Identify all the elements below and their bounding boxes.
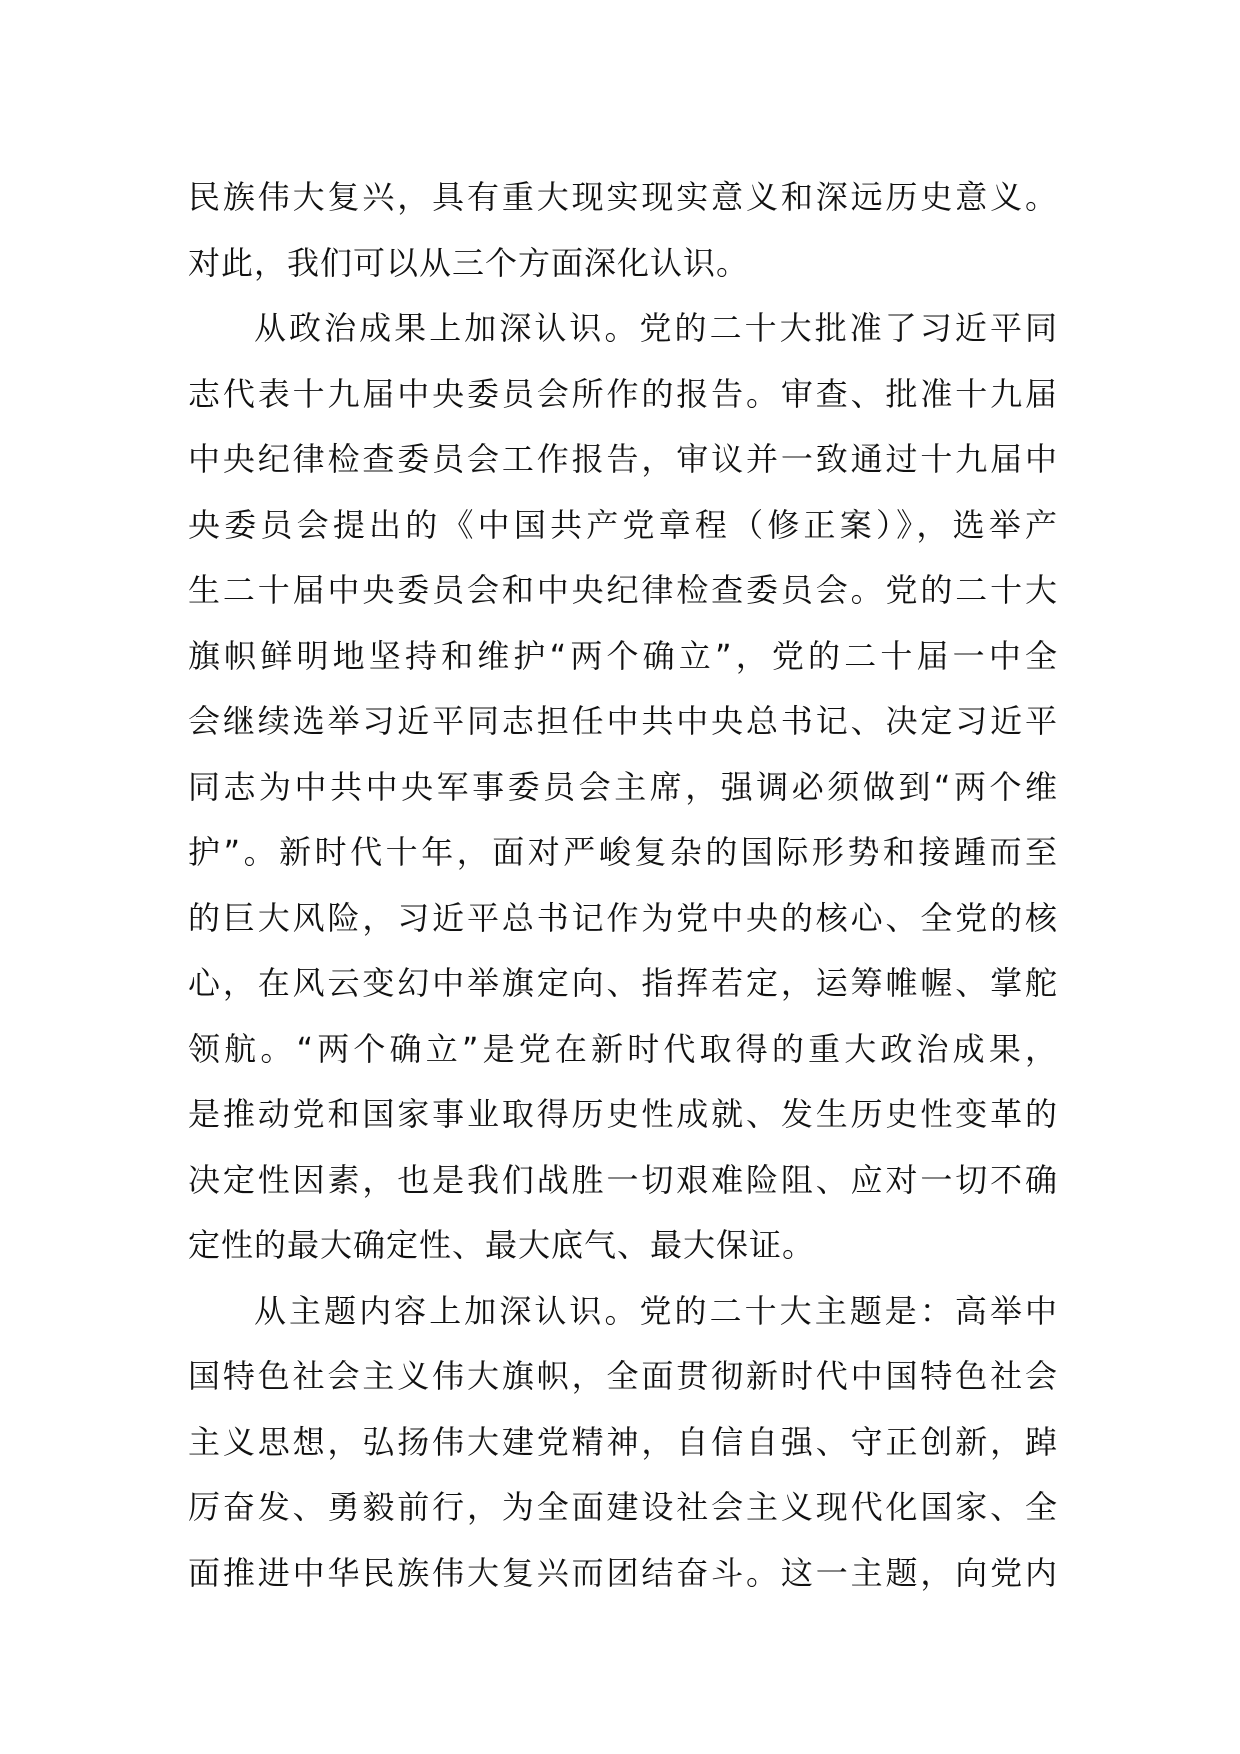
text-line: 会继续选举习近平同志担任中共中央总书记、决定习近平: [188, 702, 1058, 740]
text-line: 中央纪律检查委员会工作报告，审议并一致通过十九届中: [188, 440, 1058, 478]
paragraph-continuation: [188, 165, 1058, 296]
paragraph-political-achievements: [188, 296, 1058, 1279]
text-line: 从主题内容上加深认识。党的二十大主题是：高举中: [254, 1291, 1058, 1330]
text-line: 对此，我们可以从三个方面深化认识。: [188, 243, 750, 282]
text-line: 从政治成果上加深认识。党的二十大批准了习近平同: [254, 309, 1058, 347]
text-line: 志代表十九届中央委员会所作的报告。审查、批准十九届: [188, 374, 1058, 413]
paragraph-theme-content: [188, 1279, 1058, 1607]
text-line: 是推动党和国家事业取得历史性成就、发生历史性变革的: [188, 1095, 1058, 1133]
text-line: 民族伟大复兴，具有重大现实现实意义和深远历史意义。: [188, 178, 1058, 216]
text-line: 定性的最大确定性、最大底气、最大保证。: [188, 1226, 816, 1264]
text-line: 国特色社会主义伟大旗帜，全面贯彻新时代中国特色社会: [188, 1357, 1058, 1395]
text-line: 生二十届中央委员会和中央纪律检查委员会。党的二十大: [188, 571, 1058, 609]
text-line: 心，在风云变幻中举旗定向、指挥若定，运筹帷幄、掌舵: [188, 964, 1058, 1002]
text-line: 的巨大风险，习近平总书记作为党中央的核心、全党的核: [188, 898, 1058, 937]
text-line: 厉奋发、勇毅前行，为全面建设社会主义现代化国家、全: [188, 1488, 1058, 1526]
text-line: 主义思想，弘扬伟大建党精神，自信自强、守正创新，踔: [188, 1422, 1058, 1461]
text-line: 央委员会提出的《中国共产党章程（修正案）》，选举产: [188, 505, 1058, 544]
text-line: 护”。新时代十年，面对严峻复杂的国际形势和接踵而至: [188, 833, 1058, 871]
text-line: 旗帜鲜明地坚持和维护“两个确立”，党的二十届一中全: [188, 636, 1058, 675]
text-line: 同志为中共中央军事委员会主席，强调必须做到“两个维: [188, 767, 1058, 806]
document-body: [188, 165, 1058, 1606]
text-line: 领航。“两个确立”是党在新时代取得的重大政治成果，: [188, 1029, 1058, 1068]
text-line: 面推进中华民族伟大复兴而团结奋斗。这一主题，向党内: [188, 1553, 1058, 1592]
text-line: 决定性因素，也是我们战胜一切艰难险阻、应对一切不确: [188, 1160, 1058, 1199]
